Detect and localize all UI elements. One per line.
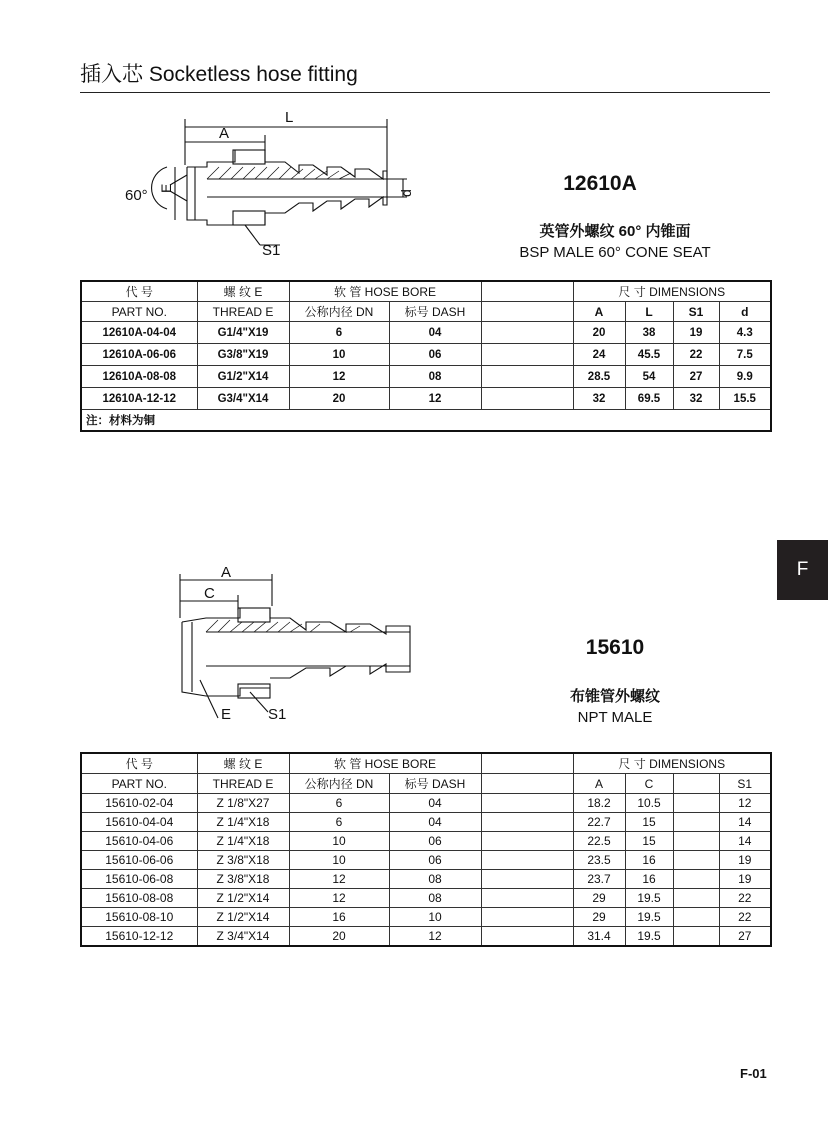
- header-part-no: PART NO.: [81, 302, 197, 322]
- header-spacer: [481, 281, 573, 302]
- cell-dash: 08: [389, 870, 481, 889]
- header-thread-e: THREAD E: [197, 302, 289, 322]
- cell-c: 19.5: [625, 908, 673, 927]
- label-angle: 60°: [125, 187, 148, 204]
- cell-thread: Z 3/8"X18: [197, 851, 289, 870]
- spec-table-15610: [80, 752, 772, 947]
- table-row: [81, 322, 771, 344]
- cell-thread: Z 3/4"X14: [197, 927, 289, 946]
- cell-dash: 08: [389, 889, 481, 908]
- header-hose-bore: 软 管 HOSE BORE: [289, 753, 481, 774]
- cell-part: 15610-06-06: [81, 851, 197, 870]
- header-dn: 公称内径 DN: [289, 302, 389, 322]
- table-row: [81, 366, 771, 388]
- cell-spacer: [481, 908, 573, 927]
- cell-d: 15.5: [719, 388, 771, 410]
- cell-s1: 22: [719, 908, 771, 927]
- cell-a: 24: [573, 344, 625, 366]
- cell-dash: 08: [389, 366, 481, 388]
- table-row: [81, 889, 771, 908]
- header-spacer: [481, 753, 573, 774]
- cell-a: 29: [573, 908, 625, 927]
- cell-d: 7.5: [719, 344, 771, 366]
- cell-empty: [673, 889, 719, 908]
- page-number: F-01: [740, 1066, 767, 1081]
- cell-dash: 10: [389, 908, 481, 927]
- cell-spacer: [481, 889, 573, 908]
- header-code-cn: 代 号: [81, 753, 197, 774]
- section-tab-letter: F: [796, 559, 809, 580]
- cell-dash: 04: [389, 322, 481, 344]
- cell-dn: 6: [289, 813, 389, 832]
- page-title: 插入芯 Socketless hose fitting: [80, 63, 358, 86]
- cell-dn: 10: [289, 851, 389, 870]
- cell-spacer: [481, 344, 573, 366]
- label-c: C: [204, 585, 215, 602]
- table-row: [81, 908, 771, 927]
- cell-dash: 04: [389, 813, 481, 832]
- cell-l: 54: [625, 366, 673, 388]
- header-thread-e: THREAD E: [197, 774, 289, 794]
- cell-c: 19.5: [625, 889, 673, 908]
- cell-a: 23.7: [573, 870, 625, 889]
- cell-dash: 12: [389, 927, 481, 946]
- cell-a: 28.5: [573, 366, 625, 388]
- cell-thread: Z 1/8"X27: [197, 794, 289, 813]
- cell-s1: 14: [719, 832, 771, 851]
- cell-c: 16: [625, 870, 673, 889]
- cell-spacer: [481, 813, 573, 832]
- label-a: A: [221, 564, 232, 581]
- cell-part: 15610-04-06: [81, 832, 197, 851]
- cell-a: 29: [573, 889, 625, 908]
- cell-l: 38: [625, 322, 673, 344]
- cell-part: 12610A-08-08: [81, 366, 197, 388]
- cell-a: 22.5: [573, 832, 625, 851]
- cell-part: 15610-12-12: [81, 927, 197, 946]
- table-note: 注：材料为铜: [81, 410, 771, 431]
- header-col-c: C: [625, 774, 673, 794]
- cell-empty: [673, 851, 719, 870]
- header-part-no: PART NO.: [81, 774, 197, 794]
- spec-table-12610a: [80, 280, 772, 432]
- cell-empty: [673, 832, 719, 851]
- label-s1: S1: [268, 706, 287, 723]
- cell-thread: G3/8"X19: [197, 344, 289, 366]
- cell-part: 15610-08-10: [81, 908, 197, 927]
- cell-c: 16: [625, 851, 673, 870]
- header-spacer: [481, 302, 573, 322]
- cell-s1: 22: [719, 889, 771, 908]
- cell-spacer: [481, 388, 573, 410]
- cell-spacer: [481, 794, 573, 813]
- header-col-l: L: [625, 302, 673, 322]
- cell-c: 15: [625, 813, 673, 832]
- table-row: [81, 851, 771, 870]
- cell-empty: [673, 794, 719, 813]
- cell-dn: 20: [289, 927, 389, 946]
- header-dimensions: 尺 寸 DIMENSIONS: [573, 281, 771, 302]
- header-col-d: d: [719, 302, 771, 322]
- cell-dn: 12: [289, 366, 389, 388]
- label-e: E: [158, 183, 174, 193]
- cell-part: 12610A-04-04: [81, 322, 197, 344]
- model-number-15610: 15610: [585, 636, 645, 659]
- label-l: L: [285, 109, 294, 126]
- cell-l: 45.5: [625, 344, 673, 366]
- label-s1: S1: [262, 242, 281, 259]
- header-col-a: A: [573, 774, 625, 794]
- cell-spacer: [481, 322, 573, 344]
- cell-s1: 19: [719, 851, 771, 870]
- cell-dash: 12: [389, 388, 481, 410]
- description-en: BSP MALE 60° CONE SEAT: [519, 244, 711, 261]
- table-row: [81, 870, 771, 889]
- table-row: [81, 344, 771, 366]
- cell-empty: [673, 870, 719, 889]
- cell-c: 10.5: [625, 794, 673, 813]
- cell-s1: 32: [673, 388, 719, 410]
- cell-thread: G3/4"X14: [197, 388, 289, 410]
- header-dash: 标号 DASH: [389, 774, 481, 794]
- section-tab-f: [777, 540, 828, 600]
- cell-c: 19.5: [625, 927, 673, 946]
- cell-dn: 12: [289, 889, 389, 908]
- cell-a: 23.5: [573, 851, 625, 870]
- label-d: d: [398, 189, 414, 197]
- cell-dash: 04: [389, 794, 481, 813]
- cell-a: 31.4: [573, 927, 625, 946]
- cell-part: 15610-02-04: [81, 794, 197, 813]
- cell-dn: 6: [289, 322, 389, 344]
- table-row: [81, 388, 771, 410]
- cell-part: 15610-04-04: [81, 813, 197, 832]
- header-col-empty: [673, 774, 719, 794]
- cell-thread: G1/4"X19: [197, 322, 289, 344]
- cell-a: 18.2: [573, 794, 625, 813]
- cell-empty: [673, 908, 719, 927]
- cell-dn: 10: [289, 832, 389, 851]
- fitting-15610-drawing: [170, 560, 420, 725]
- cell-thread: Z 1/2"X14: [197, 889, 289, 908]
- cell-spacer: [481, 851, 573, 870]
- header-dimensions: 尺 寸 DIMENSIONS: [573, 753, 771, 774]
- description-cn: 布锥管外螺纹: [569, 688, 660, 705]
- table-row: [81, 927, 771, 946]
- cell-l: 69.5: [625, 388, 673, 410]
- cell-c: 15: [625, 832, 673, 851]
- label-a: A: [219, 125, 230, 142]
- cell-part: 12610A-06-06: [81, 344, 197, 366]
- header-thread-cn: 螺 纹 E: [197, 753, 289, 774]
- cell-s1: 19: [673, 322, 719, 344]
- cell-s1: 12: [719, 794, 771, 813]
- cell-s1: 27: [673, 366, 719, 388]
- cell-thread: Z 1/2"X14: [197, 908, 289, 927]
- cell-dash: 06: [389, 851, 481, 870]
- title-divider: [80, 92, 770, 93]
- cell-s1: 14: [719, 813, 771, 832]
- cell-spacer: [481, 832, 573, 851]
- cell-empty: [673, 813, 719, 832]
- header-col-s1: S1: [673, 302, 719, 322]
- header-code-cn: 代 号: [81, 281, 197, 302]
- cell-thread: G1/2"X14: [197, 366, 289, 388]
- cell-spacer: [481, 870, 573, 889]
- header-col-a: A: [573, 302, 625, 322]
- table-row: [81, 813, 771, 832]
- header-spacer: [481, 774, 573, 794]
- header-hose-bore: 软 管 HOSE BORE: [289, 281, 481, 302]
- cell-s1: 19: [719, 870, 771, 889]
- cell-dn: 10: [289, 344, 389, 366]
- cell-spacer: [481, 366, 573, 388]
- cell-dash: 06: [389, 344, 481, 366]
- description-en: NPT MALE: [577, 709, 653, 726]
- cell-dash: 06: [389, 832, 481, 851]
- cell-part: 12610A-12-12: [81, 388, 197, 410]
- header-thread-cn: 螺 纹 E: [197, 281, 289, 302]
- cell-a: 20: [573, 322, 625, 344]
- cell-s1: 27: [719, 927, 771, 946]
- model-number-12610a: 12610A: [563, 172, 637, 195]
- description-cn: 英管外螺纹 60° 内锥面: [539, 223, 691, 240]
- cell-d: 4.3: [719, 322, 771, 344]
- cell-thread: Z 1/4"X18: [197, 832, 289, 851]
- fitting-12610a-drawing: [115, 105, 425, 260]
- cell-a: 22.7: [573, 813, 625, 832]
- cell-part: 15610-06-08: [81, 870, 197, 889]
- cell-part: 15610-08-08: [81, 889, 197, 908]
- table-row: [81, 794, 771, 813]
- header-dn: 公称内径 DN: [289, 774, 389, 794]
- header-col-s1: S1: [719, 774, 771, 794]
- cell-thread: Z 1/4"X18: [197, 813, 289, 832]
- label-e: E: [221, 706, 232, 723]
- table-row: [81, 832, 771, 851]
- cell-dn: 12: [289, 870, 389, 889]
- cell-dn: 16: [289, 908, 389, 927]
- cell-dn: 20: [289, 388, 389, 410]
- cell-empty: [673, 927, 719, 946]
- header-dash: 标号 DASH: [389, 302, 481, 322]
- cell-a: 32: [573, 388, 625, 410]
- cell-spacer: [481, 927, 573, 946]
- cell-s1: 22: [673, 344, 719, 366]
- cell-thread: Z 3/8"X18: [197, 870, 289, 889]
- cell-dn: 6: [289, 794, 389, 813]
- cell-d: 9.9: [719, 366, 771, 388]
